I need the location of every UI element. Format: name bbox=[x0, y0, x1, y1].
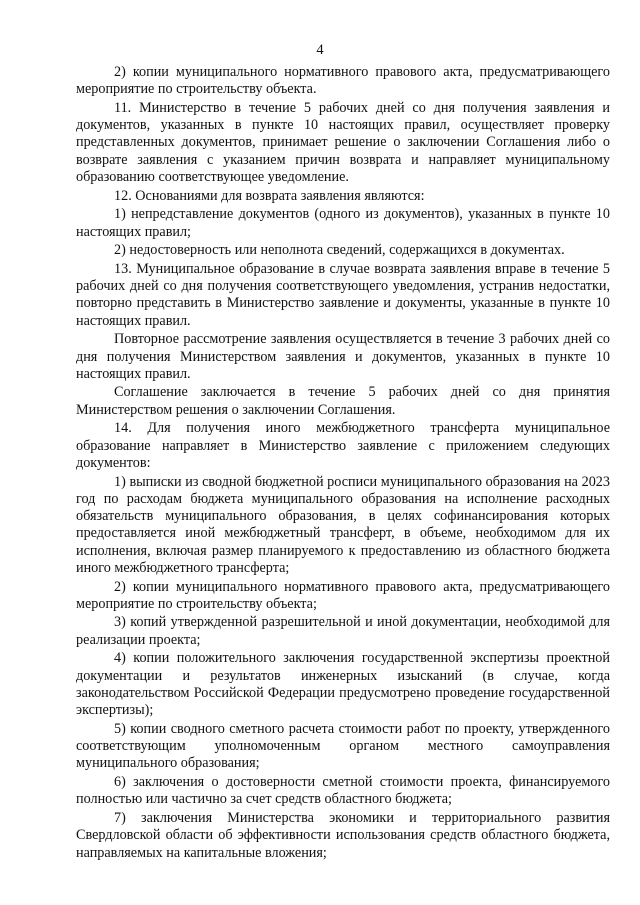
paragraph-14-item-7: 7) заключения Министерства экономики и территориального развития Свердловской области об эффективности использования средств областного бюджета, направляемых на капитальные вложения; bbox=[76, 809, 610, 861]
paragraph-item-2-copies-act: 2) копии муниципального нормативного правового акта, предусматривающего мероприятие по строительству объекта. bbox=[76, 64, 610, 98]
page-number: 4 bbox=[316, 42, 324, 58]
paragraph-11-review: 11. Министерство в течение 5 рабочих дней со дня получения заявления и документов, указанных в пункте 10 настоящих правил, осуществляет проверку представленных документов, принимает решение о заключении Соглашения либо о возврате заявления с указанием причин возврата и направляет муниципальному образованию соответствующее уведомление. bbox=[76, 99, 610, 186]
document-body bbox=[76, 64, 610, 863]
paragraph-14-item-2: 2) копии муниципального нормативного правового акта, предусматривающего мероприятие по строительству объекта; bbox=[76, 578, 610, 612]
paragraph-14-item-4: 4) копии положительного заключения государственной экспертизы проектной документации и результатов инженерных изысканий (в случае, когда законодательством Российской Федерации предусмотрено проведение государственной экспертизы); bbox=[76, 650, 610, 719]
paragraph-14-item-5: 5) копии сводного сметного расчета стоимости работ по проекту, утвержденного соответствующим уполномоченным органом местного самоуправления муниципального образования; bbox=[76, 720, 610, 772]
paragraph-14-documents: 14. Для получения иного межбюджетного трансферта муниципальное образование направляет в Министерство заявление с приложением следующих документов: bbox=[76, 420, 610, 471]
paragraph-repeat-review: Повторное рассмотрение заявления осуществляется в течение 3 рабочих дней со дня получения Министерством заявления и документов, указанных в пункте 10 настоящих правил. bbox=[76, 331, 610, 382]
paragraph-12-item-1: 1) непредставление документов (одного из документов), указанных в пункте 10 настоящих правил; bbox=[76, 206, 610, 240]
paragraph-agreement-term: Соглашение заключается в течение 5 рабочих дней со дня принятия Министерством решения о заключении Соглашения. bbox=[76, 384, 610, 418]
paragraph-12-item-2: 2) недостоверность или неполнота сведений, содержащихся в документах. bbox=[114, 242, 565, 259]
paragraph-14-item-1: 1) выписки из сводной бюджетной росписи муниципального образования на 2023 год по расходам бюджета муниципального образования на исполнение расходных обязательств муниципального образования, в целях софинансирования которых предоставляется иной межбюджетный трансферт, в объеме, необходимом для их исполнения, включая размер планируемого к предоставлению из областного бюджета иного межбюджетного трансферта; bbox=[76, 473, 610, 576]
paragraph-14-item-6: 6) заключения о достоверности сметной стоимости проекта, финансируемого полностью или частично за счет средств областного бюджета; bbox=[76, 774, 610, 808]
paragraph-14-item-3: 3) копий утвержденной разрешительной и иной документации, необходимой для реализации проекта; bbox=[76, 614, 610, 648]
paragraph-12-grounds: 12. Основаниями для возврата заявления являются: bbox=[114, 187, 425, 204]
paragraph-13-resubmission: 13. Муниципальное образование в случае возврата заявления вправе в течение 5 рабочих дней со дня получения соответствующего уведомления, устранив недостатки, повторно представить в Министерство заявление и документы, указанные в пункте 10 настоящих правил. bbox=[76, 260, 610, 329]
